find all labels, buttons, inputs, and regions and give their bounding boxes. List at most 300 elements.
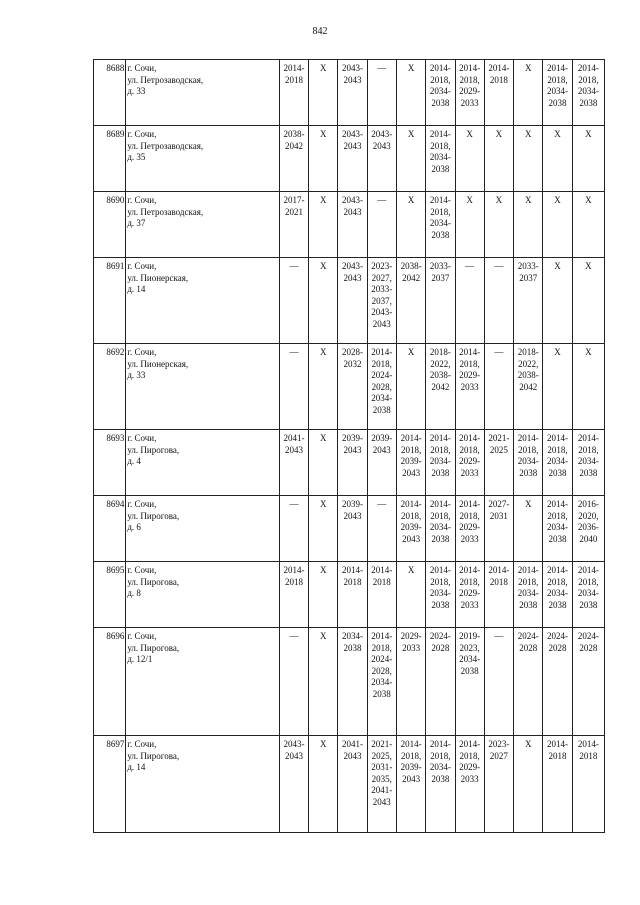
period-line: X — [495, 129, 503, 139]
period-line: 2038- — [517, 370, 539, 381]
period-line: 2034- — [429, 522, 451, 533]
period-line: X — [319, 347, 327, 357]
period-cell — [514, 736, 543, 833]
period-line: 2034- — [577, 456, 599, 467]
period-line: 2033 — [460, 773, 479, 784]
period-line: 2018, — [459, 750, 480, 761]
period-line: 2043 — [372, 318, 391, 329]
period-cell — [543, 126, 572, 192]
row-number: 8693 — [94, 430, 126, 496]
period-line: 2018 — [489, 576, 508, 587]
period-line: 2014- — [283, 63, 305, 73]
table-row — [94, 344, 605, 430]
period-line: X — [407, 195, 415, 205]
table-row — [94, 496, 605, 562]
address-cell — [126, 344, 280, 430]
period-cell — [455, 60, 484, 126]
period-line: 2028 — [519, 642, 538, 653]
period-cell — [426, 126, 455, 192]
period-line: 2036- — [577, 522, 599, 533]
period-cell — [367, 258, 396, 344]
period-cell — [514, 628, 543, 736]
period-line: 2041- — [342, 739, 364, 749]
period-line: 2014- — [459, 433, 481, 443]
period-line: 2031 — [489, 510, 508, 521]
period-cell — [426, 344, 455, 430]
period-line: 2014- — [429, 739, 451, 749]
period-line: 2014- — [371, 565, 393, 575]
period-line: 2018, — [430, 576, 451, 587]
period-cell — [514, 258, 543, 344]
period-line: 2029- — [459, 522, 481, 533]
period-cell — [572, 192, 604, 258]
period-line: 2018, — [430, 140, 451, 151]
period-line: 2033 — [460, 381, 479, 392]
period-line: 2014- — [577, 433, 599, 443]
period-line: 2014- — [546, 433, 568, 443]
period-line: X — [407, 347, 415, 357]
period-line: 2018, — [371, 642, 392, 653]
period-line: 2018 — [489, 74, 508, 85]
period-line: 2043 — [402, 467, 421, 478]
period-line: 2042 — [519, 381, 538, 392]
period-line: — — [494, 631, 504, 641]
period-line: 2018- — [517, 347, 539, 357]
row-number: 8696 — [94, 628, 126, 736]
period-line: 2038 — [431, 229, 450, 240]
period-cell — [338, 344, 367, 430]
address-line: ул. Пирогова, — [127, 750, 180, 761]
period-line: X — [466, 195, 473, 205]
period-cell — [572, 344, 604, 430]
period-cell — [572, 430, 604, 496]
period-line: 2018, — [578, 444, 599, 455]
period-line: 2014- — [546, 63, 568, 73]
period-line: 2018, — [518, 576, 539, 587]
address-cell — [126, 562, 280, 628]
period-line: X — [407, 565, 415, 575]
period-line: 2014- — [429, 565, 451, 575]
period-line: 2034- — [517, 456, 539, 467]
period-line: 2019- — [459, 631, 481, 641]
address-line: г. Сочи, — [127, 739, 157, 749]
period-line: — — [494, 347, 504, 357]
period-line: 2038 — [460, 665, 479, 676]
address-line: ул. Пионерская, — [127, 272, 189, 283]
address-line: ул. Петрозаводская, — [127, 206, 204, 217]
period-line: 2043 — [343, 140, 362, 151]
period-line: 2018, — [547, 510, 568, 521]
period-line: X — [554, 261, 561, 271]
period-cell — [514, 126, 543, 192]
period-line: 2038- — [283, 129, 305, 139]
address-line: д. 33 — [127, 370, 146, 381]
period-line: 2043 — [372, 796, 391, 807]
period-line: 2018, — [430, 750, 451, 761]
period-line: 2039- — [400, 522, 422, 533]
period-line: X — [554, 195, 561, 205]
period-line: 2014- — [546, 499, 568, 509]
period-line: X — [524, 195, 532, 205]
address-line: ул. Пирогова, — [127, 444, 180, 455]
period-line: — — [377, 195, 387, 205]
period-line: 2038 — [431, 163, 450, 174]
period-line: X — [319, 631, 327, 641]
address-line: д. 4 — [127, 456, 141, 467]
period-line: 2038 — [431, 467, 450, 478]
row-number: 8697 — [94, 736, 126, 833]
period-line: 2014- — [429, 499, 451, 509]
address-line: ул. Пирогова, — [127, 510, 180, 521]
address-line: г. Сочи, — [127, 631, 157, 641]
period-line: 2039- — [400, 762, 422, 773]
table-row — [94, 126, 605, 192]
period-line: 2043- — [342, 261, 364, 271]
period-line: 2038 — [343, 642, 362, 653]
period-cell — [572, 126, 604, 192]
period-cell — [455, 258, 484, 344]
period-line: 2038 — [579, 97, 598, 108]
period-line: 2034- — [577, 86, 599, 97]
period-cell — [572, 496, 604, 562]
address-line: г. Сочи, — [127, 347, 157, 357]
period-cell — [514, 496, 543, 562]
address-cell — [126, 496, 280, 562]
period-cell — [367, 60, 396, 126]
period-line: X — [407, 129, 415, 139]
period-line: — — [377, 63, 387, 73]
period-line: 2034- — [429, 456, 451, 467]
period-cell — [426, 736, 455, 833]
period-line: 2034- — [342, 631, 364, 641]
period-line: 2042 — [431, 381, 450, 392]
period-line: X — [585, 195, 592, 205]
address-line: д. 14 — [127, 762, 146, 773]
address-line: ул. Пирогова, — [127, 576, 180, 587]
period-line: X — [524, 499, 532, 509]
period-line: 2043- — [342, 63, 364, 73]
period-line: 2038 — [519, 467, 538, 478]
period-cell — [426, 192, 455, 258]
period-line: 2032 — [343, 358, 362, 369]
repair-schedule-table — [93, 59, 605, 833]
period-cell — [543, 430, 572, 496]
address-cell — [126, 628, 280, 736]
period-line: 2027- — [488, 499, 510, 509]
period-line: 2018, — [547, 74, 568, 85]
page-number: 842 — [312, 26, 328, 37]
period-line: 2018, — [400, 510, 422, 521]
table-row — [94, 192, 605, 258]
period-line: 2014- — [577, 63, 599, 73]
period-line: 2038 — [548, 599, 567, 610]
period-cell — [455, 126, 484, 192]
period-cell — [338, 562, 367, 628]
period-cell — [514, 562, 543, 628]
period-line: 2018, — [459, 576, 480, 587]
period-line: 2018, — [459, 510, 480, 521]
period-cell — [543, 628, 572, 736]
row-number: 8692 — [94, 344, 126, 430]
period-line: 2038 — [548, 97, 567, 108]
period-line: 2038- — [400, 261, 422, 271]
period-line: X — [554, 129, 561, 139]
period-cell — [543, 60, 572, 126]
period-cell — [338, 430, 367, 496]
period-cell — [484, 60, 513, 126]
period-line: 2014- — [283, 565, 305, 575]
period-line: 2014- — [371, 347, 393, 357]
period-line: 2038 — [519, 599, 538, 610]
period-line: X — [524, 739, 532, 749]
period-line: 2033 — [460, 97, 479, 108]
period-line: 2014- — [546, 565, 568, 575]
period-cell — [543, 562, 572, 628]
period-line: 2038 — [431, 97, 450, 108]
period-cell — [396, 126, 425, 192]
period-cell — [484, 736, 513, 833]
period-line: 2034- — [546, 588, 568, 599]
period-line: 2029- — [459, 456, 481, 467]
period-cell — [309, 60, 338, 126]
period-line: 2034- — [577, 588, 599, 599]
period-cell — [484, 430, 513, 496]
period-line: X — [585, 261, 592, 271]
address-line: ул. Пионерская, — [127, 358, 189, 369]
period-line: 2014- — [517, 433, 539, 443]
period-cell — [279, 192, 308, 258]
period-line: 2024- — [429, 631, 451, 641]
table-row — [94, 562, 605, 628]
row-number: 8691 — [94, 258, 126, 344]
address-line: г. Сочи, — [127, 433, 157, 443]
address-cell — [126, 126, 280, 192]
period-line: 2014- — [429, 63, 451, 73]
address-line: ул. Пирогова, — [127, 642, 180, 653]
period-line: 2043 — [284, 444, 303, 455]
period-cell — [309, 192, 338, 258]
address-line: д. 33 — [127, 86, 146, 97]
row-number: 8689 — [94, 126, 126, 192]
period-line: — — [289, 261, 299, 271]
period-line: 2018, — [547, 444, 568, 455]
period-line: X — [524, 129, 532, 139]
period-line: 2043 — [343, 510, 362, 521]
table-row — [94, 736, 605, 833]
period-line: X — [319, 499, 327, 509]
period-cell — [455, 628, 484, 736]
period-line: 2014- — [459, 739, 481, 749]
period-line: 2018, — [430, 510, 451, 521]
period-line: 2021- — [488, 433, 510, 443]
period-line: 2037, — [371, 295, 392, 306]
table-row — [94, 60, 605, 126]
period-cell — [455, 496, 484, 562]
period-line: 2014- — [577, 739, 599, 749]
period-line: 2043 — [372, 140, 391, 151]
period-line: 2039- — [400, 456, 422, 467]
period-line: 2018, — [578, 576, 599, 587]
address-cell — [126, 192, 280, 258]
period-line: 2014- — [429, 433, 451, 443]
period-cell — [484, 496, 513, 562]
period-cell — [338, 126, 367, 192]
period-line: X — [319, 739, 327, 749]
period-cell — [309, 344, 338, 430]
period-line: 2014- — [488, 565, 510, 575]
table-row — [94, 258, 605, 344]
period-line: X — [495, 195, 503, 205]
period-line: 2025, — [371, 750, 392, 761]
period-cell — [396, 258, 425, 344]
period-line: 2014- — [546, 739, 568, 749]
period-line: 2043 — [343, 750, 362, 761]
period-cell — [572, 628, 604, 736]
period-line: 2021 — [284, 206, 303, 217]
period-cell — [338, 258, 367, 344]
period-cell — [309, 496, 338, 562]
period-line: X — [466, 129, 473, 139]
period-line: 2043- — [371, 129, 393, 139]
period-line: 2035, — [371, 773, 392, 784]
period-line: 2018, — [400, 750, 422, 761]
period-line: 2034- — [546, 522, 568, 533]
period-line: 2014- — [459, 63, 481, 73]
period-cell — [396, 496, 425, 562]
period-line: 2014- — [342, 565, 364, 575]
period-line: 2018 — [284, 74, 303, 85]
period-line: 2043 — [402, 533, 421, 544]
period-cell — [572, 736, 604, 833]
period-line: X — [319, 195, 327, 205]
period-line: 2038 — [431, 599, 450, 610]
period-line: 2014- — [517, 565, 539, 575]
period-cell — [309, 126, 338, 192]
period-line: 2039- — [342, 433, 364, 443]
period-line: 2041- — [371, 785, 393, 796]
period-line: 2034- — [546, 86, 568, 97]
period-cell — [514, 60, 543, 126]
table-row — [94, 628, 605, 736]
period-line: 2014- — [371, 631, 393, 641]
address-line: г. Сочи, — [127, 499, 157, 509]
period-cell — [572, 60, 604, 126]
period-line: 2038 — [579, 467, 598, 478]
period-cell — [338, 736, 367, 833]
period-line: 2018 — [372, 576, 391, 587]
period-line: 2024- — [517, 631, 539, 641]
period-line: 2018, — [459, 74, 480, 85]
period-line: 2034- — [429, 152, 451, 163]
period-line: 2042 — [402, 272, 421, 283]
address-line: г. Сочи, — [127, 129, 157, 139]
period-cell — [396, 344, 425, 430]
period-cell — [279, 628, 308, 736]
period-line: 2043 — [372, 444, 391, 455]
period-line: 2039- — [371, 433, 393, 443]
period-line: 2034- — [546, 456, 568, 467]
period-line: 2027 — [489, 750, 508, 761]
period-cell — [543, 192, 572, 258]
period-line: X — [319, 433, 327, 443]
period-cell — [455, 192, 484, 258]
period-cell — [367, 736, 396, 833]
period-cell — [484, 258, 513, 344]
period-cell — [279, 258, 308, 344]
period-line: 2033- — [517, 261, 539, 271]
period-cell — [367, 192, 396, 258]
period-line: 2023- — [488, 739, 510, 749]
period-cell — [396, 628, 425, 736]
period-line: 2017- — [283, 195, 305, 205]
period-cell — [309, 628, 338, 736]
period-cell — [426, 496, 455, 562]
period-line: 2014- — [459, 347, 481, 357]
period-line: 2025 — [489, 444, 508, 455]
period-line: 2043- — [342, 129, 364, 139]
period-line: 2018, — [459, 358, 480, 369]
period-line: 2033 — [402, 642, 421, 653]
period-cell — [396, 60, 425, 126]
period-cell — [426, 430, 455, 496]
period-cell — [484, 562, 513, 628]
address-line: ул. Петрозаводская, — [127, 74, 204, 85]
period-line: 2014- — [429, 129, 451, 139]
period-line: 2038 — [548, 533, 567, 544]
period-line: 2034- — [429, 588, 451, 599]
period-line: 2014- — [459, 499, 481, 509]
table-row — [94, 430, 605, 496]
period-line: 2018, — [430, 206, 451, 217]
period-line: 2043 — [343, 74, 362, 85]
row-number: 8690 — [94, 192, 126, 258]
period-line: — — [289, 631, 299, 641]
period-line: 2018- — [429, 347, 451, 357]
period-cell — [572, 258, 604, 344]
period-line: 2039- — [342, 499, 364, 509]
period-line: X — [524, 63, 532, 73]
period-line: 2040 — [579, 533, 598, 544]
period-cell — [309, 736, 338, 833]
period-cell — [543, 344, 572, 430]
period-line: X — [585, 129, 592, 139]
period-cell — [484, 628, 513, 736]
period-line: 2043 — [402, 773, 421, 784]
period-line: 2027, — [371, 272, 392, 283]
period-line: — — [289, 347, 299, 357]
period-line: 2038- — [429, 370, 451, 381]
period-cell — [426, 60, 455, 126]
address-cell — [126, 60, 280, 126]
period-line: 2029- — [459, 588, 481, 599]
period-line: 2014- — [400, 499, 422, 509]
period-line: 2022, — [518, 358, 539, 369]
period-cell — [309, 258, 338, 344]
period-cell — [367, 628, 396, 736]
period-line: 2018 — [548, 750, 567, 761]
period-line: 2034- — [459, 654, 481, 665]
period-line: 2043- — [342, 195, 364, 205]
period-line: 2018, — [578, 74, 599, 85]
period-cell — [396, 192, 425, 258]
period-line: X — [319, 63, 327, 73]
address-line: г. Сочи, — [127, 565, 157, 575]
period-cell — [514, 430, 543, 496]
period-line: 2018 — [343, 576, 362, 587]
period-line: 2029- — [400, 631, 422, 641]
period-line: 2033 — [460, 533, 479, 544]
address-line: д. 14 — [127, 284, 146, 295]
